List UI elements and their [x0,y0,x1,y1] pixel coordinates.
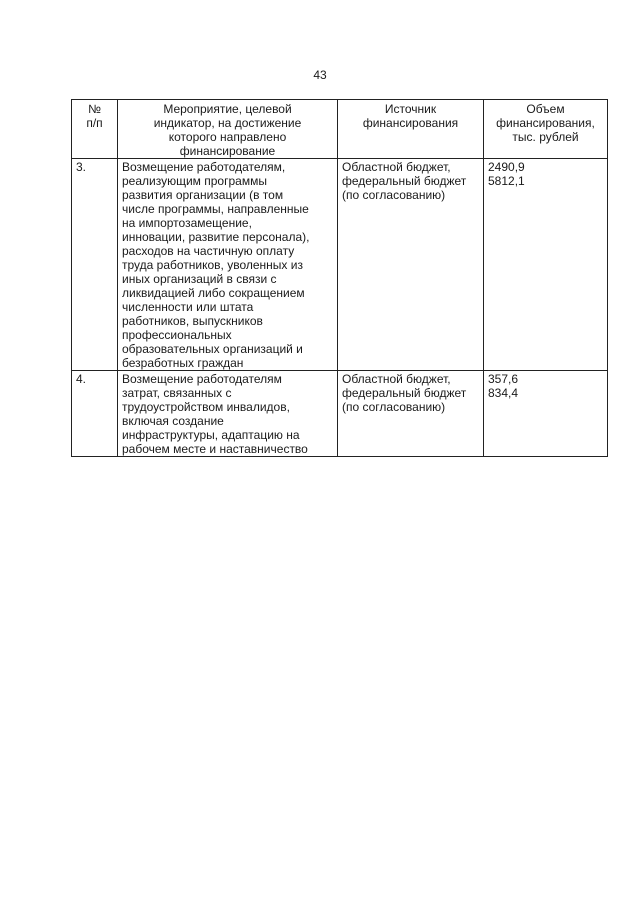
amount-value: 834,4 [488,386,519,400]
row-amount [484,159,608,371]
amount-value: 5812,1 [488,174,525,188]
page-number: 43 [313,68,327,82]
row-event: Возмещение работодателям, реализующим программы развития организации (в том числе программы, направленные на импортозамещение, инновации, развитие персонала), расходов на частичную оплату труда работников, уволенных из иных организаций в связи с ликвидацией либо сокращением численности или штата работников, выпускников профессиональных образовательных организаций и безработных граждан [118,159,338,371]
amount-value: 2490,9 [488,160,525,174]
header-event: Мероприятие, целевой индикатор, на достижение которого направлено финансирование [118,100,338,159]
table-row [72,159,608,371]
header-source: Источник финансирования [338,100,484,159]
header-number: № п/п [72,100,118,159]
row-source: Областной бюджет, федеральный бюджет (по согласованию) [338,159,484,371]
amount-value: 357,6 [488,372,519,386]
table-header-row [72,100,608,159]
financing-table [71,99,608,457]
table-row [72,371,608,457]
row-event: Возмещение работодателям затрат, связанных с трудоустройством инвалидов, включая создание инфраструктуры, адаптацию на рабочем месте и наставничество [118,371,338,457]
row-number: 3. [72,159,118,371]
row-number: 4. [72,371,118,457]
row-source: Областной бюджет, федеральный бюджет (по согласованию) [338,371,484,457]
header-amount: Объем финансирования, тыс. рублей [484,100,608,159]
row-amount [484,371,608,457]
